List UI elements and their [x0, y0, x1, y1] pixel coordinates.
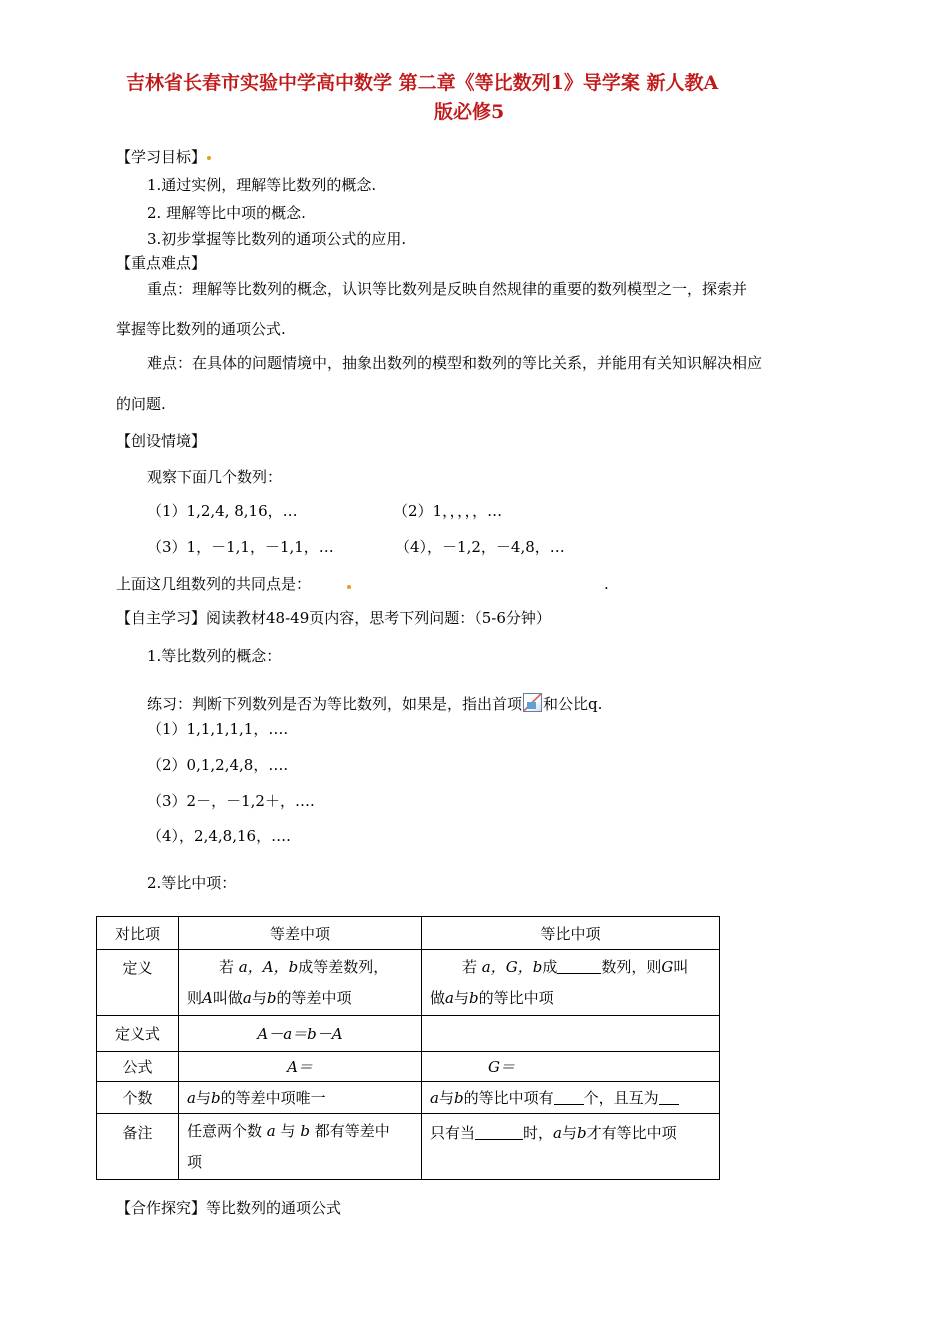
header-geometric-mean: 等比中项	[422, 917, 720, 950]
comparison-table	[96, 916, 720, 1180]
goal-item-3: 3.初步掌握等比数列的通项公式的应用.	[147, 230, 407, 248]
sequence-4: （4），－1,2，－4,8，…	[395, 538, 565, 556]
cell-geo-count: a与b的等比中项有 个，且互为	[422, 1082, 720, 1114]
title-line-2: 版必修5	[434, 101, 505, 123]
blank-line	[557, 959, 601, 974]
row-label-formula-def: 定义式	[97, 1016, 179, 1052]
sequence-1: （1）1,2,4, 8,16，…	[147, 502, 298, 520]
table-row-definition	[97, 950, 720, 1016]
row-label-definition: 定义	[97, 950, 179, 1016]
cell-geo-formula-def	[422, 1016, 720, 1052]
mark-dot	[207, 156, 211, 160]
coop-line	[116, 1201, 341, 1216]
goal-item-1: 1.通过实例，理解等比数列的概念.	[147, 176, 377, 194]
exercise-1: （1）1,1,1,1,1，….	[147, 720, 289, 738]
exercise-3: （3）2－，－1,2＋，….	[147, 792, 315, 810]
blank-line	[659, 1090, 679, 1105]
cell-arith-formula: A＝	[179, 1052, 422, 1082]
goals-heading: 【学习目标】	[116, 150, 212, 165]
table-row-formula-def	[97, 1016, 720, 1052]
exercise-prompt: 练习：判断下列数列是否为等比数列，如果是，指出首项 和公比q.	[147, 695, 603, 713]
common-period: .	[604, 575, 609, 593]
common-point: 上面这几组数列的共同点是：	[116, 575, 312, 593]
scenario-heading: 【创设情境】	[116, 432, 207, 450]
title-line-1: 吉林省长春市实验中学高中数学 第二章《等比数列1》导学案 新人教A	[126, 72, 719, 94]
cell-arith-formula-def: A－a＝b－A	[179, 1016, 422, 1052]
blank-line	[475, 1125, 523, 1140]
focus-line-2: 掌握等比数列的通项公式.	[116, 320, 286, 338]
table-header-row	[97, 917, 720, 950]
coop-heading: 【合作探究】	[116, 1199, 207, 1217]
cell-geo-formula: G＝	[422, 1052, 720, 1082]
difficulty-line-2: 的问题.	[116, 395, 166, 413]
cell-arith-definition: 若 a，A，b成等差数列， 则A叫做a与b的等差中项	[179, 950, 422, 1016]
sequence-2: （2）1，，，，，…	[393, 502, 503, 520]
coop-text: 等比数列的通项公式	[206, 1199, 342, 1217]
difficulty-line-1: 难点：在具体的问题情境中，抽象出数列的模型和数列的等比关系，并能用有关知识解决相应	[147, 354, 763, 372]
row-label-formula: 公式	[97, 1052, 179, 1082]
header-arithmetic-mean: 等差中项	[179, 917, 422, 950]
focus-line-1: 重点：理解等比数列的概念，认识等比数列是反映自然规律的重要的数列模型之一，探索并	[147, 280, 748, 298]
concept-heading: 1.等比数列的概念：	[147, 647, 282, 665]
broken-image-icon	[523, 693, 542, 712]
header-compare: 对比项	[97, 917, 179, 950]
scenario-intro: 观察下面几个数列：	[147, 468, 283, 486]
selfstudy-line	[116, 611, 551, 626]
blank-line	[554, 1090, 584, 1105]
cell-arith-note: 任意两个数 a 与 b 都有等差中 项	[179, 1114, 422, 1180]
table-row-note	[97, 1114, 720, 1180]
cell-geo-note: 只有当 时，a与b才有等比中项	[422, 1114, 720, 1180]
cell-geo-definition: 若 a，G，b成 数列，则G叫 做a与b的等比中项	[422, 950, 720, 1016]
keypoints-heading: 【重点难点】	[116, 254, 207, 272]
cell-arith-count: a与b的等差中项唯一	[179, 1082, 422, 1114]
sequence-3: （3）1，－1,1，－1,1，…	[147, 538, 334, 556]
table-row-formula	[97, 1052, 720, 1082]
exercise-4: （4），2,4,8,16，….	[147, 827, 291, 845]
selfstudy-heading: 【自主学习】	[116, 609, 207, 627]
row-label-note: 备注	[97, 1114, 179, 1180]
goal-item-2: 2. 理解等比中项的概念.	[147, 204, 306, 222]
selfstudy-instruction: 阅读教材48-49页内容，思考下列问题：（5-6分钟）	[206, 609, 551, 627]
middle-term-heading: 2.等比中项：	[147, 874, 237, 892]
row-label-count: 个数	[97, 1082, 179, 1114]
table-row-count	[97, 1082, 720, 1114]
exercise-2: （2）0,1,2,4,8，….	[147, 756, 289, 774]
mark-dot	[347, 585, 351, 589]
